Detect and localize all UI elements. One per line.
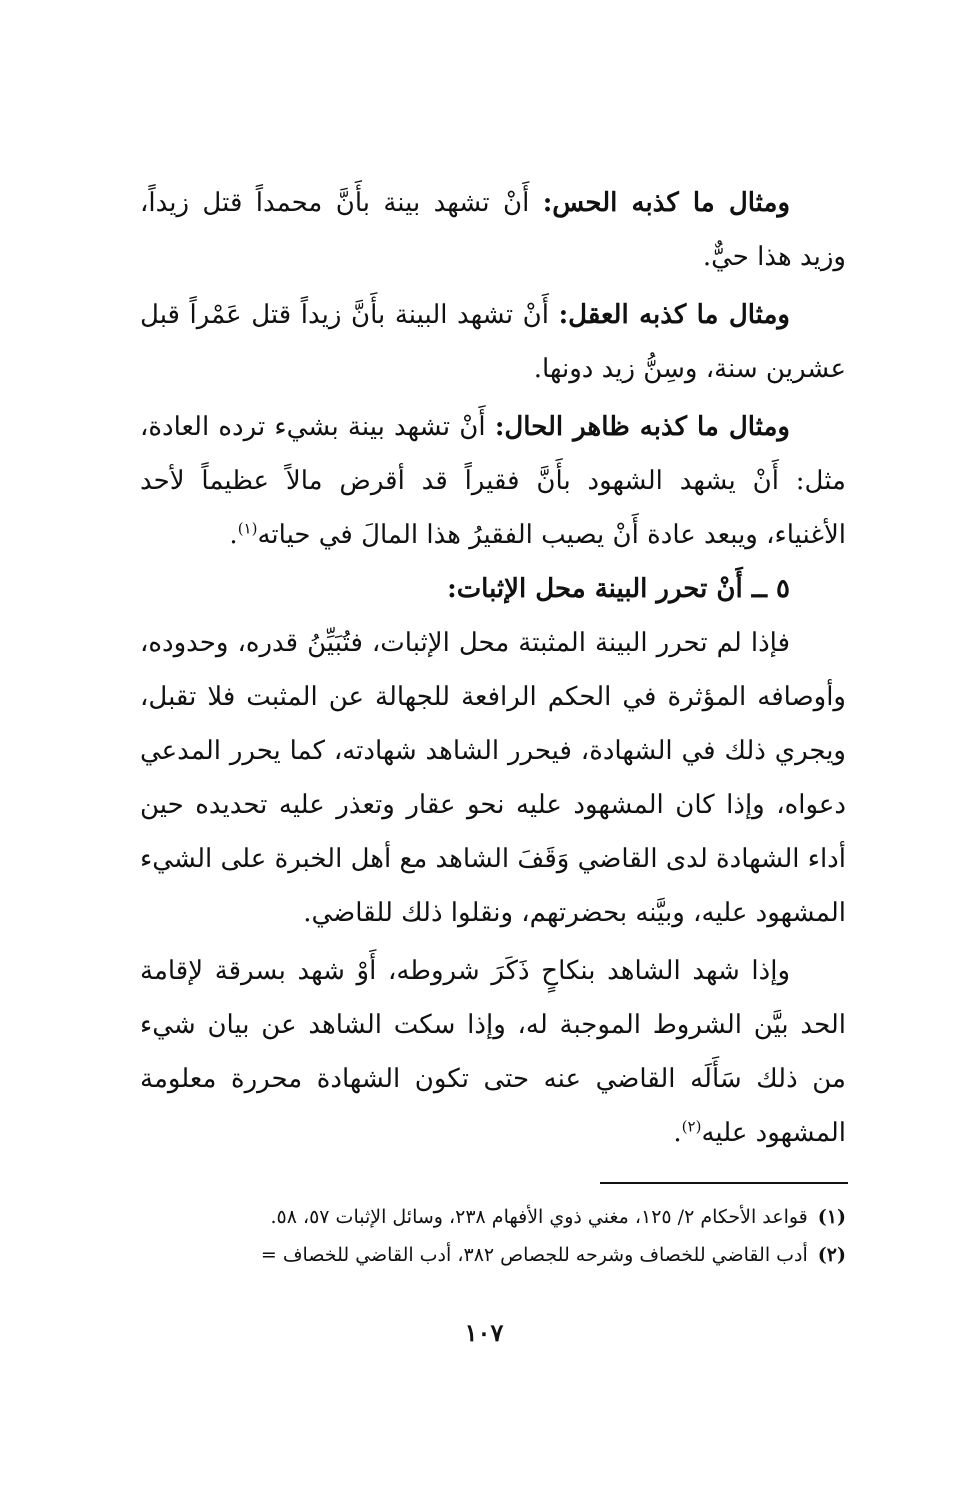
section-heading: ٥ ــ أَنْ تحرر البينة محل الإثبات: bbox=[447, 574, 790, 604]
footnote-ref-1[interactable]: (١) bbox=[237, 519, 258, 538]
paragraph-appearance-example bbox=[140, 400, 846, 562]
footnote-number: (١) bbox=[817, 1206, 846, 1228]
footnotes bbox=[140, 1198, 846, 1274]
paragraph-text: أَنْ تشهد بينة بأَنَّ محمداً قتل زيداً، وزيد هذا حيٌّ. bbox=[140, 188, 846, 272]
footnote-ref-2[interactable]: (٢) bbox=[681, 1117, 702, 1136]
page-number: ١٠٧ bbox=[464, 1318, 504, 1347]
paragraph-evidence-definition bbox=[140, 616, 846, 940]
paragraph-lead: ومثال ما كذبه العقل: bbox=[558, 300, 790, 330]
paragraph-witness-conditions bbox=[140, 944, 846, 1160]
paragraph-text: وإذا شهد الشاهد بنكاحٍ ذَكَرَ شروطه، أَوْ شهد بسرقة لإقامة الحد بيَّن الشروط الموجبة له، وإذا سكت الشاهد عن بيان شيء من ذلك سَأَلَه القاضي عنه حتى تكون الشهادة محررة معلومة المشهود عليه bbox=[140, 956, 846, 1148]
paragraph-text: أَنْ تشهد البينة بأَنَّ زيداً قتل عَمْراً قبل عشرين سنة، وسِنُّ زيد دونها. bbox=[140, 300, 846, 384]
footnote-text: أدب القاضي للخصاف وشرحه للجصاص ٣٨٢، أدب القاضي للخصاف = bbox=[260, 1244, 808, 1266]
paragraph-sense-example bbox=[140, 176, 846, 284]
paragraph-text: فإذا لم تحرر البينة المثبتة محل الإثبات، فتُبَيِّنُ قدره، وحدوده، وأوصافه المؤثرة في الحكم الرافعة للجهالة عن المثبت فلا تقبل، ويجري ذلك في الشهادة، فيحرر الشاهد شهادته، كما يحرر المدعي دعواه، وإذا كان المشهود عليه نحو عقار وتعذر عليه تحديده حين أداء الشهادة لدى القاضي وَقَفَ الشاهد مع أهل الخبرة على الشيء المشهود عليه، وبيَّنه بحضرتهم، ونقلوا ذلك للقاضي. bbox=[140, 628, 846, 928]
paragraph-lead: ومثال ما كذبه ظاهر الحال: bbox=[494, 412, 790, 442]
paragraph-reason-example bbox=[140, 288, 846, 396]
footnote-text: قواعد الأحكام ٢/ ١٢٥، مغني ذوي الأفهام ٢٣٨، وسائل الإثبات ٥٧، ٥٨. bbox=[270, 1206, 808, 1228]
footnote-2 bbox=[140, 1236, 846, 1274]
paragraph-end: . bbox=[229, 520, 238, 550]
main-text bbox=[140, 176, 846, 1160]
footnote-separator bbox=[600, 1182, 848, 1184]
paragraph-end: . bbox=[673, 1118, 682, 1148]
paragraph-text: أَنْ تشهد بينة بشيء ترده العادة، مثل: أَنْ يشهد الشهود بأَنَّ فقيراً قد أقرض مالاً عظيماً لأحد الأغنياء، ويبعد عادة أَنْ يصيب الفقيرُ هذا المالَ في حياته bbox=[140, 412, 846, 550]
footnote-1 bbox=[140, 1198, 846, 1236]
paragraph-lead: ومثال ما كذبه الحس: bbox=[542, 188, 791, 218]
footnote-number: (٢) bbox=[817, 1244, 846, 1266]
